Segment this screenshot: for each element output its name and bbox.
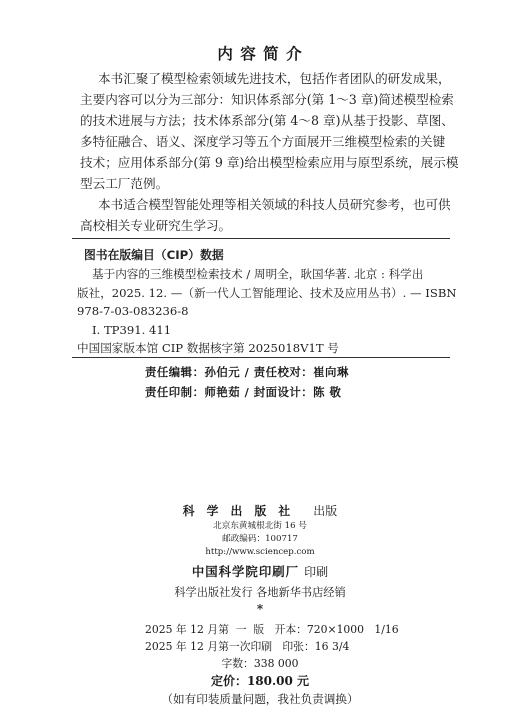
separator-star: * bbox=[256, 602, 264, 616]
text-line: 本书适合模型智能处理等相关领域的科技人员研究参考，也可供 bbox=[98, 197, 451, 212]
page-title: 内 容 简 介 bbox=[217, 44, 303, 63]
text-line: Ⅰ. TP391. 411 bbox=[92, 322, 172, 337]
publisher-website: http://www.sciencep.com bbox=[205, 547, 315, 557]
text-line: 基于内容的三维模型检索技术 / 周明全，耿国华著. 北京 : 科学出 bbox=[92, 267, 424, 281]
text-line: 多特征融合、语义、深度学习等五个方面展开三维模型检索的关键 bbox=[80, 134, 446, 149]
text-line: 型云工厂范例。 bbox=[80, 176, 169, 191]
text-line: 978-7-03-083236-8 bbox=[77, 304, 189, 318]
printing-cover-credit: 责任印制：师艳茹 / 封面设计：陈 敬 bbox=[145, 385, 342, 399]
publisher-name: 科 学 出 版 社 bbox=[182, 504, 295, 518]
text-line: 版社，2025. 12. —（新一代人工智能理论、技术及应用丛书）. — ISBN bbox=[77, 285, 457, 300]
quality-notice: （如有印装质量问题，我社负责调换） bbox=[161, 692, 359, 706]
printer-action: 印刷 bbox=[304, 565, 329, 579]
publisher-postcode: 邮政编码：100717 bbox=[222, 534, 298, 544]
editor-proofreader-credit: 责任编辑：孙伯元 / 责任校对：崔向琳 bbox=[145, 365, 349, 379]
text-line: 本书汇聚了模型检索领域先进技术，包括作者团队的研发成果， bbox=[98, 71, 451, 86]
text-line: 高校相关专业研究生学习。 bbox=[80, 218, 232, 233]
cip-divider-top bbox=[72, 238, 450, 239]
printer-name: 中国科学院印刷厂 bbox=[191, 564, 299, 579]
text-line: 技术；应用体系部分(第 9 章)给出模型检索应用与原型系统，展示模 bbox=[80, 155, 459, 170]
publisher-address: 北京东黄城根北街 16 号 bbox=[213, 521, 307, 531]
publisher-action: 出版 bbox=[313, 504, 338, 518]
printer-line bbox=[0, 561, 520, 580]
text-line: 的技术进展与方法；技术体系部分(第 4～8 章)从基于投影、草图、 bbox=[80, 113, 454, 128]
word-count: 字数：338 000 bbox=[221, 657, 299, 670]
text-line: 中国国家版本馆 CIP 数据核字第 2025018V1T 号 bbox=[77, 341, 339, 355]
printing-info: 2025 年 12 月第一次印刷 印张：16 3/4 bbox=[145, 640, 350, 653]
text-line: 主要内容可以分为三部分：知识体系部分(第 1～3 章)简述模型检索 bbox=[80, 92, 454, 107]
cip-heading: 图书在版编目（CIP）数据 bbox=[84, 248, 224, 262]
cip-divider-bottom bbox=[72, 357, 450, 358]
edition-info: 2025 年 12 月第 一 版 开本：720×1000 1/16 bbox=[145, 623, 399, 636]
price: 定价：180.00 元 bbox=[210, 674, 310, 688]
distribution-info: 科学出版社发行 各地新华书店经销 bbox=[174, 586, 346, 599]
publisher-line bbox=[0, 500, 520, 519]
